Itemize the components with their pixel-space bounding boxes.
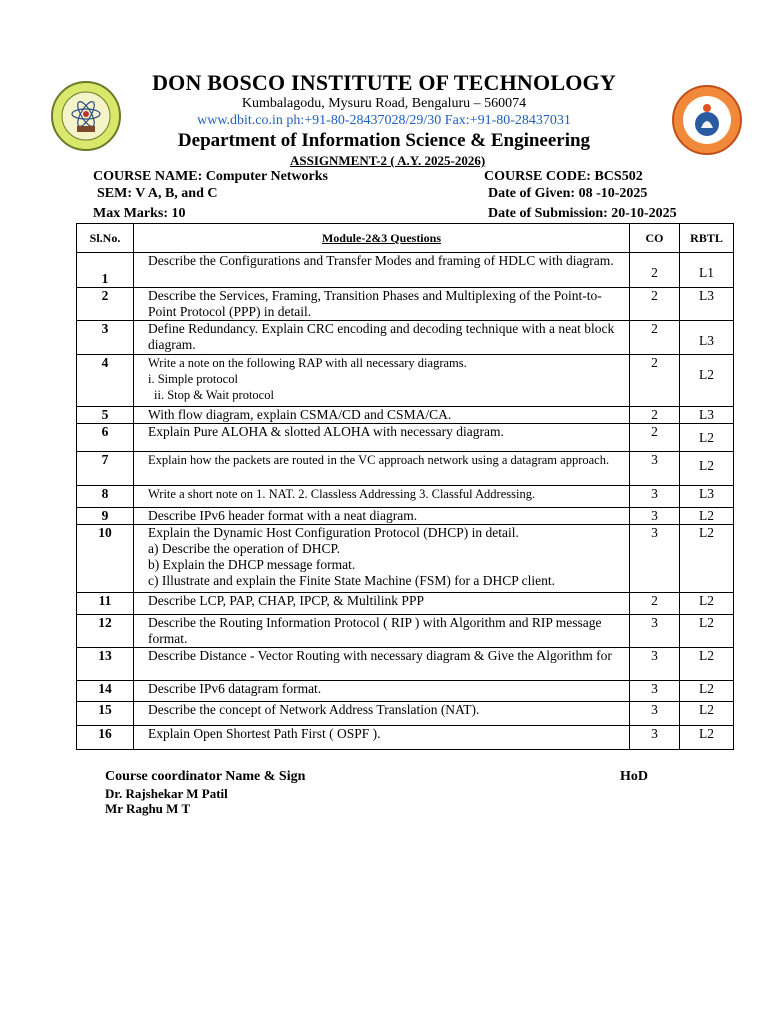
row-serial: 6	[77, 424, 134, 452]
question-line: Describe the concept of Network Address Translation (NAT).	[148, 702, 480, 717]
table-row	[77, 648, 734, 681]
row-rbtl: L3	[680, 288, 734, 321]
header-co: CO	[630, 224, 680, 253]
row-rbtl: L2	[680, 525, 734, 593]
row-rbtl: L2	[680, 424, 734, 452]
row-co: 2	[630, 407, 680, 424]
row-serial: 7	[77, 452, 134, 486]
header-sl: Sl.No.	[77, 224, 134, 253]
row-question	[134, 648, 630, 681]
coordinator-name-2: Mr Raghu M T	[105, 801, 191, 816]
table-row	[77, 253, 734, 288]
row-serial: 2	[77, 288, 134, 321]
row-co: 3	[630, 615, 680, 648]
question-line: Explain the Dynamic Host Configuration Protocol (DHCP) in detail.	[148, 525, 519, 540]
row-serial: 13	[77, 648, 134, 681]
row-serial: 3	[77, 321, 134, 355]
questions-table	[76, 223, 734, 750]
row-question	[134, 702, 630, 726]
row-serial: 8	[77, 486, 134, 508]
row-question	[134, 452, 630, 486]
question-line: ii. Stop & Wait protocol	[154, 388, 274, 402]
row-serial: 16	[77, 726, 134, 750]
row-co: 3	[630, 681, 680, 702]
row-rbtl: L2	[680, 615, 734, 648]
row-co: 2	[630, 321, 680, 355]
semester: SEM: V A, B, and C	[97, 186, 218, 201]
question-line: Write a short note on 1. NAT. 2. Classless Addressing 3. Classful Addressing.	[148, 487, 536, 501]
row-rbtl: L1	[680, 253, 734, 288]
hod-label: HoD	[620, 769, 648, 784]
date-given: Date of Given: 08 -10-2025	[488, 186, 648, 201]
row-serial: 11	[77, 593, 134, 615]
max-marks: Max Marks: 10	[93, 206, 186, 221]
institute-address: Kumbalagodu, Mysuru Road, Bengaluru – 560074	[241, 96, 527, 111]
row-rbtl: L2	[680, 593, 734, 615]
assignment-title: ASSIGNMENT-2 ( A.Y. 2025-2026)	[290, 153, 486, 168]
table-row	[77, 593, 734, 615]
course-code: COURSE CODE: BCS502	[484, 169, 643, 184]
coordinator-name-1: Dr. Rajshekar M Patil	[105, 786, 228, 801]
question-line: a) Describe the operation of DHCP.	[148, 541, 340, 556]
institute-name: DON BOSCO INSTITUTE OF TECHNOLOGY	[152, 70, 616, 95]
row-question	[134, 355, 630, 407]
question-line: Describe LCP, PAP, CHAP, IPCP, & Multilink PPP	[148, 593, 424, 608]
question-line: Describe IPv6 datagram format.	[148, 681, 322, 696]
table-row	[77, 525, 734, 593]
table-row	[77, 424, 734, 452]
row-serial: 14	[77, 681, 134, 702]
row-rbtl: L2	[680, 648, 734, 681]
row-co: 3	[630, 702, 680, 726]
header-rbtl: RBTL	[680, 224, 734, 253]
course-name: COURSE NAME: Computer Networks	[93, 169, 329, 184]
table-row	[77, 702, 734, 726]
question-line: Explain how the packets are routed in the VC approach network using a datagram approach.	[148, 453, 610, 467]
row-co: 2	[630, 424, 680, 452]
row-question	[134, 321, 630, 355]
table-row	[77, 508, 734, 525]
question-line: Describe Distance - Vector Routing with necessary diagram & Give the Algorithm for	[148, 648, 612, 663]
row-co: 3	[630, 648, 680, 681]
question-line: Explain Open Shortest Path First ( OSPF ).	[148, 726, 381, 741]
row-rbtl: L2	[680, 452, 734, 486]
table-row	[77, 615, 734, 648]
row-rbtl: L2	[680, 355, 734, 407]
table-row	[77, 355, 734, 407]
table-row	[77, 726, 734, 750]
date-submission: Date of Submission: 20-10-2025	[488, 206, 677, 221]
institute-contact[interactable]: www.dbit.co.in ph:+91-80-28437028/29/30 Fax:+91-80-28437031	[197, 113, 571, 128]
row-co: 3	[630, 452, 680, 486]
table-header-row	[77, 224, 734, 253]
row-co: 2	[630, 355, 680, 407]
table-row	[77, 288, 734, 321]
table-row	[77, 407, 734, 424]
row-rbtl: L2	[680, 508, 734, 525]
question-line: c) Illustrate and explain the Finite State Machine (FSM) for a DHCP client.	[148, 573, 556, 588]
row-rbtl: L2	[680, 681, 734, 702]
row-co: 2	[630, 288, 680, 321]
question-line: i. Simple protocol	[148, 372, 238, 386]
row-rbtl: L3	[680, 486, 734, 508]
row-rbtl: L2	[680, 702, 734, 726]
row-question	[134, 726, 630, 750]
row-serial: 5	[77, 407, 134, 424]
row-question	[134, 253, 630, 288]
row-question	[134, 593, 630, 615]
question-line: Describe IPv6 header format with a neat diagram.	[148, 508, 418, 523]
table-row	[77, 452, 734, 486]
row-question	[134, 508, 630, 525]
table-row	[77, 681, 734, 702]
row-serial: 4	[77, 355, 134, 407]
row-question	[134, 407, 630, 424]
table-row	[77, 321, 734, 355]
row-rbtl: L2	[680, 726, 734, 750]
question-line: b) Explain the DHCP message format.	[148, 557, 356, 572]
coordinator-label: Course coordinator Name & Sign	[105, 769, 306, 784]
row-question	[134, 681, 630, 702]
row-question	[134, 486, 630, 508]
row-co: 3	[630, 726, 680, 750]
header-question: Module-2&3 Questions	[134, 224, 630, 253]
question-line: Describe the Configurations and Transfer Modes and framing of HDLC with diagram.	[148, 253, 614, 268]
row-question	[134, 615, 630, 648]
question-line: Write a note on the following RAP with all necessary diagrams.	[148, 356, 467, 370]
row-serial: 1	[77, 253, 134, 288]
question-line: Describe the Services, Framing, Transition Phases and Multiplexing of the Point-to-Point Protocol (PPP) in detail.	[148, 288, 602, 319]
row-serial: 15	[77, 702, 134, 726]
row-co: 3	[630, 508, 680, 525]
row-rbtl: L3	[680, 407, 734, 424]
row-serial: 10	[77, 525, 134, 593]
row-co: 2	[630, 593, 680, 615]
question-line: Describe the Routing Information Protocol ( RIP ) with Algorithm and RIP message format.	[148, 615, 602, 646]
row-co: 3	[630, 525, 680, 593]
row-question	[134, 525, 630, 593]
question-line: With flow diagram, explain CSMA/CD and CSMA/CA.	[148, 407, 452, 422]
question-line: Explain Pure ALOHA & slotted ALOHA with necessary diagram.	[148, 424, 504, 439]
row-co: 3	[630, 486, 680, 508]
department-name: Department of Information Science & Engineering	[177, 130, 591, 151]
question-line: Define Redundancy. Explain CRC encoding and decoding technique with a neat block diagram.	[148, 321, 615, 352]
row-serial: 9	[77, 508, 134, 525]
row-question	[134, 288, 630, 321]
row-serial: 12	[77, 615, 134, 648]
row-rbtl: L3	[680, 321, 734, 355]
row-co: 2	[630, 253, 680, 288]
table-row	[77, 486, 734, 508]
row-question	[134, 424, 630, 452]
